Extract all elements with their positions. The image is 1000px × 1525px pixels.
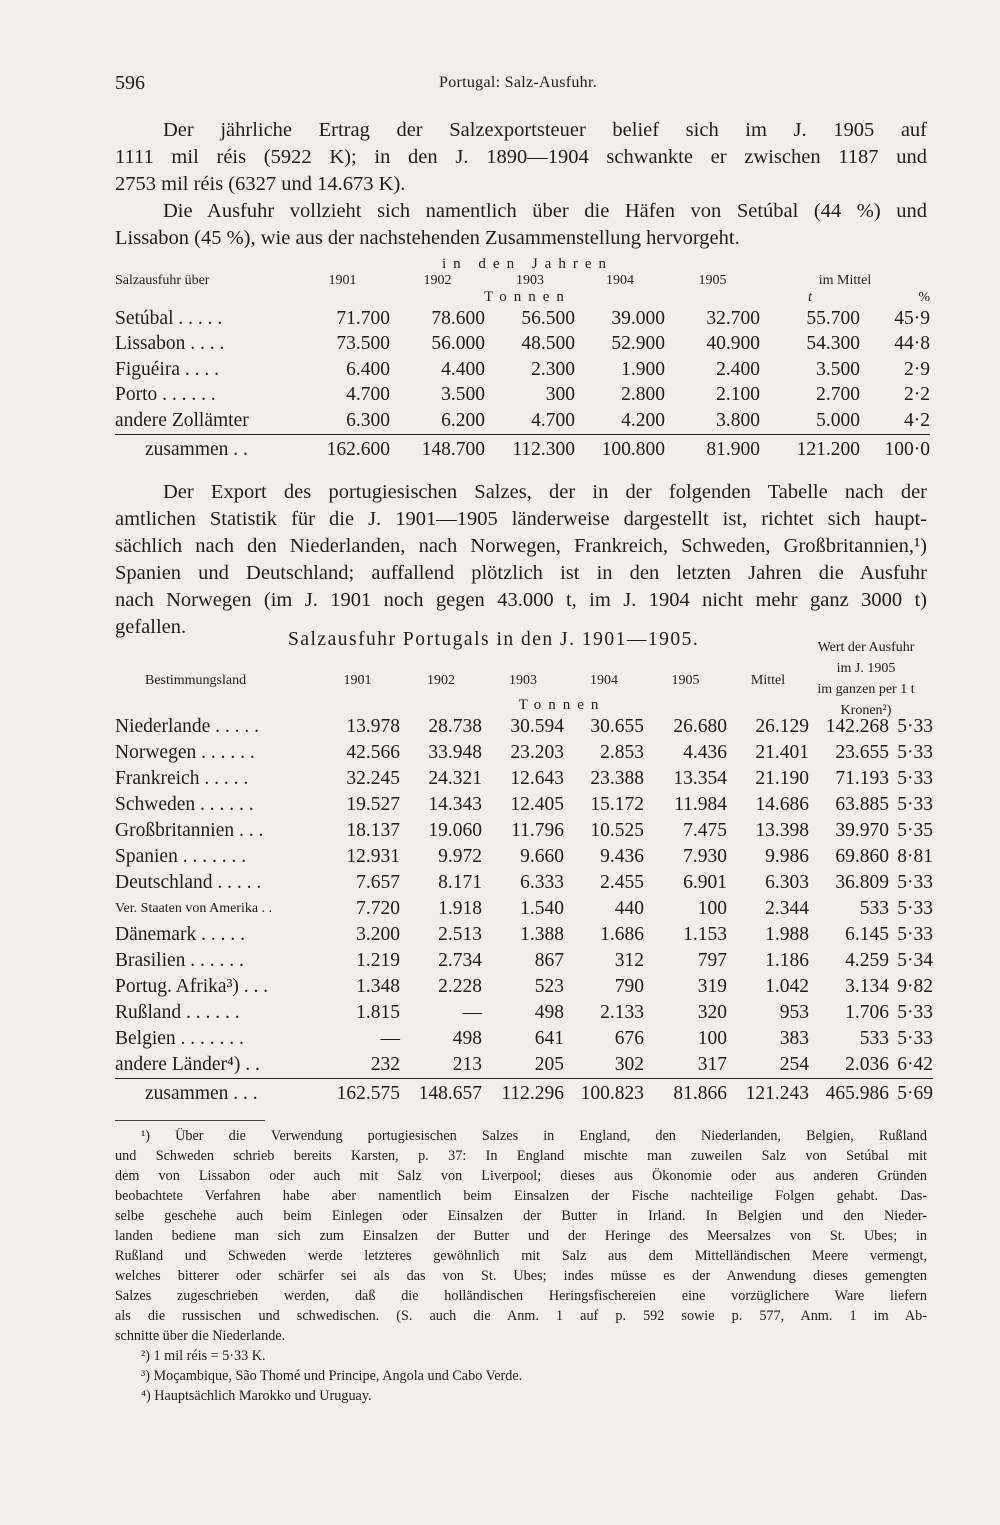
cell-value: 2.734	[438, 950, 482, 971]
cell-value: 2.455	[600, 872, 644, 893]
row-label: Portug. Afrika³) . . .	[115, 976, 269, 997]
intro-line: Lissabon (45 %), wie aus der nachstehenden Zusammenstellung hervorgeht.	[115, 227, 740, 249]
table-row	[115, 1000, 933, 1026]
year-header: 1904	[590, 673, 618, 688]
cell-value: 9.436	[600, 846, 644, 867]
cell-value: 23.388	[590, 768, 644, 789]
cell-value: 12.405	[510, 794, 564, 815]
cell-value: 11.984	[674, 794, 727, 815]
cell-value: 12.931	[346, 846, 400, 867]
cell-value: 232	[370, 1054, 400, 1075]
mid-line: nach Norwegen (im J. 1901 noch gegen 43.000 t, im J. 1904 nicht mehr ganz 3000 t)	[115, 589, 927, 611]
cell-value: 2.300	[531, 358, 575, 380]
wert-line: im J. 1905	[836, 661, 896, 676]
cell-value: 78.600	[431, 307, 485, 329]
cell-value: 13.978	[346, 716, 400, 737]
cell-value: 312	[614, 950, 644, 971]
cell-value: 867	[534, 950, 564, 971]
mid-line: gefallen.	[115, 616, 187, 638]
cell-value: 5·33	[897, 872, 933, 893]
cell-value: 28.738	[428, 716, 482, 737]
mittel-header: Mittel	[750, 673, 786, 688]
cell-value: 36.809	[835, 872, 889, 893]
footnote-3: ³) Moçambique, São Thomé und Principe, Angola und Cabo Verde.	[141, 1368, 523, 1384]
unit-pct: %	[918, 289, 930, 305]
cell-value: 162.575	[315, 1079, 400, 1110]
footnote-rule	[115, 1120, 265, 1121]
cell-value: 100.800	[575, 434, 665, 465]
footnote-line: welches bitterer oder schärfer sei als das von St. Ubes; indes müsse es der Anwendung dieses gemengten	[115, 1268, 927, 1284]
row-label: Rußland . . . . . .	[115, 1002, 240, 1023]
year-header: 1901	[328, 273, 357, 288]
table-row	[115, 714, 933, 740]
mid-line: sächlich nach den Niederlanden, nach Norwegen, Frankreich, Schweden, Großbritannien,¹)	[115, 535, 927, 557]
cell-value: 790	[614, 976, 644, 997]
cell-value: 39.000	[611, 307, 665, 329]
cell-value: 4.259	[845, 950, 889, 971]
row-label: Norwegen . . . . . .	[115, 742, 255, 763]
cell-value: 71.700	[336, 307, 390, 329]
cell-value: 641	[534, 1028, 564, 1049]
cell-value: 1.706	[845, 1002, 889, 1023]
footnote-line: als die russischen und schwedischen. (S. auch die Anm. 1 auf p. 592 sowie p. 577, Anm. 1 im Ab-	[115, 1308, 927, 1324]
cell-value: 4.700	[531, 409, 575, 431]
mid-line: Der Export des portugiesischen Salzes, der in der folgenden Tabelle nach der	[163, 481, 927, 503]
running-title: Portugal: Salz-Ausfuhr.	[439, 74, 597, 91]
cell-value: 1.186	[765, 950, 809, 971]
cell-value: 56.000	[431, 333, 485, 355]
cell-value: 148.700	[390, 434, 485, 465]
cell-value: 300	[545, 384, 575, 406]
cell-value: 5·33	[897, 924, 933, 945]
cell-value: 39.970	[835, 820, 889, 841]
cell-value: 2.853	[600, 742, 644, 763]
footnote-line: schnitte über die Niederlande.	[115, 1328, 286, 1344]
row-label: zusammen . . .	[115, 1079, 315, 1110]
cell-value: 2.100	[716, 384, 760, 406]
row-label: Großbritannien . . .	[115, 820, 264, 841]
total-row	[115, 434, 930, 465]
cell-value: 465.986	[809, 1079, 889, 1110]
cell-value: 9.986	[765, 846, 809, 867]
year-header: 1901	[343, 673, 372, 688]
cell-value: 6.303	[765, 872, 809, 893]
cell-value: 5·33	[897, 716, 933, 737]
cell-value: 2·2	[904, 384, 930, 406]
footnote-line: Salzes zugeschrieben werden, daß die holländischen Heringsfischereien eine vorzüglichere Ware liefern	[115, 1288, 927, 1304]
table-row	[115, 332, 930, 358]
cell-value: 1.918	[438, 898, 482, 919]
row-label: zusammen . .	[115, 434, 295, 465]
export-ports-table	[115, 256, 930, 465]
cell-value: 4·2	[904, 409, 930, 431]
cell-value: 1.042	[765, 976, 809, 997]
cell-value: 320	[697, 1002, 727, 1023]
cell-value: 100·0	[860, 434, 930, 465]
cell-value: 162.600	[295, 434, 390, 465]
cell-value: 44·8	[894, 333, 930, 355]
mid-line: Spanien und Deutschland; auffallend plötzlich ist in den letzten Jahren die Ausfuhr	[115, 562, 927, 584]
table-row	[115, 1026, 933, 1052]
table-row	[115, 974, 933, 1000]
intro-line: 2753 mil réis (6327 und 14.673 K).	[115, 173, 406, 195]
cell-value: 1.900	[621, 358, 665, 380]
cell-value: 26.680	[673, 716, 727, 737]
cell-value: 30.655	[590, 716, 644, 737]
wert-line: im ganzen per 1 t	[817, 682, 915, 697]
cell-value: 100	[697, 1028, 727, 1049]
cell-value: 21.190	[755, 768, 809, 789]
footnote-line: beobachtete Verfahren habe aber namentlich beim Einsalzen der Fische nachteilige Folgen gehabt. Das-	[115, 1188, 927, 1204]
wert-line: Kronen²)	[840, 703, 892, 718]
cell-value: 24.321	[428, 768, 482, 789]
mid-paragraph	[115, 479, 927, 641]
cell-value: 4.200	[621, 409, 665, 431]
cell-value: 13.398	[755, 820, 809, 841]
cell-value: 69.860	[835, 846, 889, 867]
cell-value: 3.500	[816, 358, 860, 380]
cell-value: 213	[452, 1054, 482, 1075]
unit-t: t	[808, 289, 812, 305]
cell-value: 5·33	[897, 1028, 933, 1049]
row-label: Lissabon . . . .	[115, 333, 225, 355]
row-label: Belgien . . . . . . .	[115, 1028, 244, 1049]
table2-title: Salzausfuhr Portugals in den J. 1901—1905.	[288, 629, 700, 650]
cell-value: 32.700	[706, 307, 760, 329]
footnote-line: dem von Lissabon oder auch mit Salz von Liverpool; dieses aus Ökonomie oder aus anderen Gründen	[115, 1168, 927, 1184]
cell-value: 5·69	[889, 1079, 933, 1110]
total-row	[115, 1079, 933, 1110]
table-row	[115, 766, 933, 792]
cell-value: 5·33	[897, 794, 933, 815]
cell-value: 3.134	[845, 976, 889, 997]
row-label: andere Zollämter	[115, 409, 249, 431]
mid-line: amtlichen Statistik für die J. 1901—1905 länderweise dargestellt ist, richtet sich haupt-	[115, 508, 927, 530]
cell-value: 498	[452, 1028, 482, 1049]
cell-value: 533	[859, 898, 889, 919]
cell-value: 19.527	[346, 794, 400, 815]
cell-value: 440	[614, 898, 644, 919]
row-label: Brasilien . . . . . .	[115, 950, 244, 971]
wert-line: Wert der Ausfuhr	[817, 640, 915, 655]
year-header: 1902	[427, 673, 455, 688]
cell-value: 23.655	[835, 742, 889, 763]
year-header: 1903	[516, 273, 544, 288]
cell-value: 523	[534, 976, 564, 997]
row-label: Frankreich . . . . .	[115, 768, 249, 789]
intro-line: Die Ausfuhr vollzieht sich namentlich über die Häfen von Setúbal (44 %) und	[163, 200, 927, 222]
cell-value: 7.657	[356, 872, 400, 893]
table-row	[115, 844, 933, 870]
table-row	[115, 740, 933, 766]
cell-value: 100	[697, 898, 727, 919]
cell-value: 14.686	[755, 794, 809, 815]
cell-value: 533	[859, 1028, 889, 1049]
cell-value: 9.660	[520, 846, 564, 867]
cell-value: 48.500	[521, 333, 575, 355]
year-header: 1903	[509, 673, 537, 688]
cell-value: 6.200	[441, 409, 485, 431]
cell-value: 2.400	[716, 358, 760, 380]
cell-value: 40.900	[706, 333, 760, 355]
cell-value: 56.500	[521, 307, 575, 329]
table-row	[115, 383, 930, 409]
table-row	[115, 408, 930, 434]
table-row	[115, 948, 933, 974]
intro-line: Der jährliche Ertrag der Salzexportsteuer belief sich im J. 1905 auf	[163, 119, 927, 141]
cell-value: 2.036	[845, 1054, 889, 1075]
cell-value: 2.228	[438, 976, 482, 997]
group-header: in den Jahren	[442, 256, 613, 272]
cell-value: 2.133	[600, 1002, 644, 1023]
cell-value: 100.823	[564, 1079, 644, 1110]
table-row	[115, 357, 930, 383]
year-header: 1905	[698, 273, 727, 288]
cell-value: 317	[697, 1054, 727, 1075]
cell-value: 4.700	[346, 384, 390, 406]
cell-value: 797	[697, 950, 727, 971]
cell-value: 6.400	[346, 358, 390, 380]
cell-value: 45·9	[894, 307, 930, 329]
cell-value: 205	[534, 1054, 564, 1075]
cell-value: 23.203	[510, 742, 564, 763]
cell-value: 11.796	[511, 820, 564, 841]
cell-value: 148.657	[400, 1079, 482, 1110]
cell-value: 8.171	[438, 872, 482, 893]
footnotes	[115, 1126, 927, 1406]
cell-value: 63.885	[835, 794, 889, 815]
row-label: Niederlande . . . . .	[115, 716, 260, 737]
footnote-line: ¹) Über die Verwendung portugiesischen Salzes in England, den Niederlanden, Belgien, Rußland	[141, 1128, 927, 1144]
row-label: Spanien . . . . . . .	[115, 846, 247, 867]
cell-value: 319	[697, 976, 727, 997]
cell-value: 54.300	[806, 333, 860, 355]
cell-value: 676	[614, 1028, 644, 1049]
cell-value: 42.566	[346, 742, 400, 763]
cell-value: 112.296	[482, 1079, 564, 1110]
cell-value: —	[462, 1002, 482, 1023]
year-header: 1905	[671, 673, 700, 688]
col-label: Salzausfuhr über	[115, 273, 210, 288]
cell-value: 953	[779, 1002, 809, 1023]
cell-value: 2·9	[904, 358, 930, 380]
unit-header: Tonnen	[518, 697, 606, 713]
cell-value: 2.344	[765, 898, 809, 919]
col-label: Bestimmungsland	[145, 673, 247, 688]
row-label: Figuéira . . . .	[115, 358, 219, 380]
row-label: Schweden . . . . . .	[115, 794, 254, 815]
cell-value: 254	[779, 1054, 809, 1075]
cell-value: 7.720	[356, 898, 400, 919]
cell-value: 10.525	[590, 820, 644, 841]
cell-value: 1.153	[683, 924, 727, 945]
cell-value: 3.200	[356, 924, 400, 945]
cell-value: 5·33	[897, 768, 933, 789]
cell-value: 1.219	[356, 950, 400, 971]
footnote-4: ⁴) Hauptsächlich Marokko und Uruguay.	[141, 1388, 372, 1404]
row-label: Deutschland . . . . .	[115, 872, 262, 893]
cell-value: 7.930	[683, 846, 727, 867]
cell-value: 4.436	[683, 742, 727, 763]
cell-value: 26.129	[755, 716, 809, 737]
export-countries-table	[115, 633, 933, 1109]
cell-value: 21.401	[755, 742, 809, 763]
cell-value: 1.348	[356, 976, 400, 997]
cell-value: 6.901	[683, 872, 727, 893]
mittel-header: im Mittel	[818, 273, 872, 288]
table-row	[115, 1052, 933, 1079]
cell-value: 14.343	[428, 794, 482, 815]
cell-value: 5·33	[897, 898, 933, 919]
cell-value: 81.900	[665, 434, 760, 465]
cell-value: —	[380, 1028, 400, 1049]
table-row	[115, 818, 933, 844]
cell-value: 6.145	[845, 924, 889, 945]
cell-value: 6.300	[346, 409, 390, 431]
cell-value: 19.060	[428, 820, 482, 841]
cell-value: 1.815	[356, 1002, 400, 1023]
cell-value: 73.500	[336, 333, 390, 355]
cell-value: 9·82	[897, 976, 933, 997]
footnote-2: ²) 1 mil réis = 5·33 K.	[141, 1348, 266, 1364]
row-label: Dänemark . . . . .	[115, 924, 245, 945]
footnote-line: landen bediene man sich zum Einsalzen der Butter und der Heringe des Meersalzes von St. Ubes; in	[115, 1228, 927, 1244]
cell-value: 121.243	[727, 1079, 809, 1110]
row-label: Setúbal . . . . .	[115, 307, 223, 329]
cell-value: 52.900	[611, 333, 665, 355]
intro-line: 1111 mil réis (5922 K); in den J. 1890—1904 schwankte er zwischen 1187 und	[115, 146, 927, 168]
footnote-line: Rußland und Schweden werde letzteres gewöhnlich mit Salz aus dem Mittelländischen Meere vermengt,	[115, 1248, 927, 1264]
footnote-line: und Schweden schrieb bereits Karsten, p. 37: In England mischte man zuweilen Salz von Setúbal mit	[115, 1148, 927, 1164]
footnote-1	[115, 1126, 927, 1346]
cell-value: 32.245	[346, 768, 400, 789]
page-header	[115, 72, 935, 96]
cell-value: 5·33	[897, 742, 933, 763]
cell-value: 1.540	[520, 898, 564, 919]
cell-value: 4.400	[441, 358, 485, 380]
cell-value: 8·81	[897, 846, 933, 867]
cell-value: 33.948	[428, 742, 482, 763]
cell-value: 6.333	[520, 872, 564, 893]
cell-value: 5·35	[897, 820, 933, 841]
year-header: 1902	[423, 273, 452, 288]
cell-value: 55.700	[806, 307, 860, 329]
row-label: Ver. Staaten von Amerika . .	[115, 901, 273, 916]
cell-value: 15.172	[590, 794, 644, 815]
cell-value: 1.988	[765, 924, 809, 945]
year-header: 1904	[606, 273, 634, 288]
table-row	[115, 896, 933, 922]
table-row	[115, 870, 933, 896]
table-row	[115, 306, 930, 332]
cell-value: 383	[779, 1028, 809, 1049]
cell-value: 302	[614, 1054, 644, 1075]
cell-value: 12.643	[510, 768, 564, 789]
cell-value: 2.513	[438, 924, 482, 945]
cell-value: 5.000	[816, 409, 860, 431]
unit-header: Tonnen	[484, 289, 571, 305]
cell-value: 30.594	[510, 716, 564, 737]
cell-value: 142.268	[825, 716, 889, 737]
cell-value: 3.500	[441, 384, 485, 406]
cell-value: 13.354	[673, 768, 727, 789]
table-row	[115, 792, 933, 818]
cell-value: 1.686	[600, 924, 644, 945]
cell-value: 71.193	[835, 768, 889, 789]
intro-paragraph	[115, 117, 927, 252]
cell-value: 121.200	[760, 434, 860, 465]
cell-value: 18.137	[346, 820, 400, 841]
footnote-line: selbe geschehe auch beim Einlegen oder Einsalzen der Butter in Irland. In Belgien und den Nieder-	[115, 1208, 927, 1224]
cell-value: 2.700	[816, 384, 860, 406]
cell-value: 112.300	[485, 434, 575, 465]
row-label: Porto . . . . . .	[115, 384, 216, 406]
cell-value: 498	[534, 1002, 564, 1023]
row-label: andere Länder⁴) . .	[115, 1054, 260, 1075]
cell-value: 6·42	[897, 1054, 933, 1075]
cell-value: 81.866	[644, 1079, 727, 1110]
page-number: 596	[115, 72, 145, 94]
cell-value: 1.388	[520, 924, 564, 945]
cell-value: 5·34	[897, 950, 933, 971]
cell-value: 2.800	[621, 384, 665, 406]
cell-value: 3.800	[716, 409, 760, 431]
cell-value: 9.972	[438, 846, 482, 867]
table-row	[115, 922, 933, 948]
cell-value: 7.475	[683, 820, 727, 841]
cell-value: 5·33	[897, 1002, 933, 1023]
